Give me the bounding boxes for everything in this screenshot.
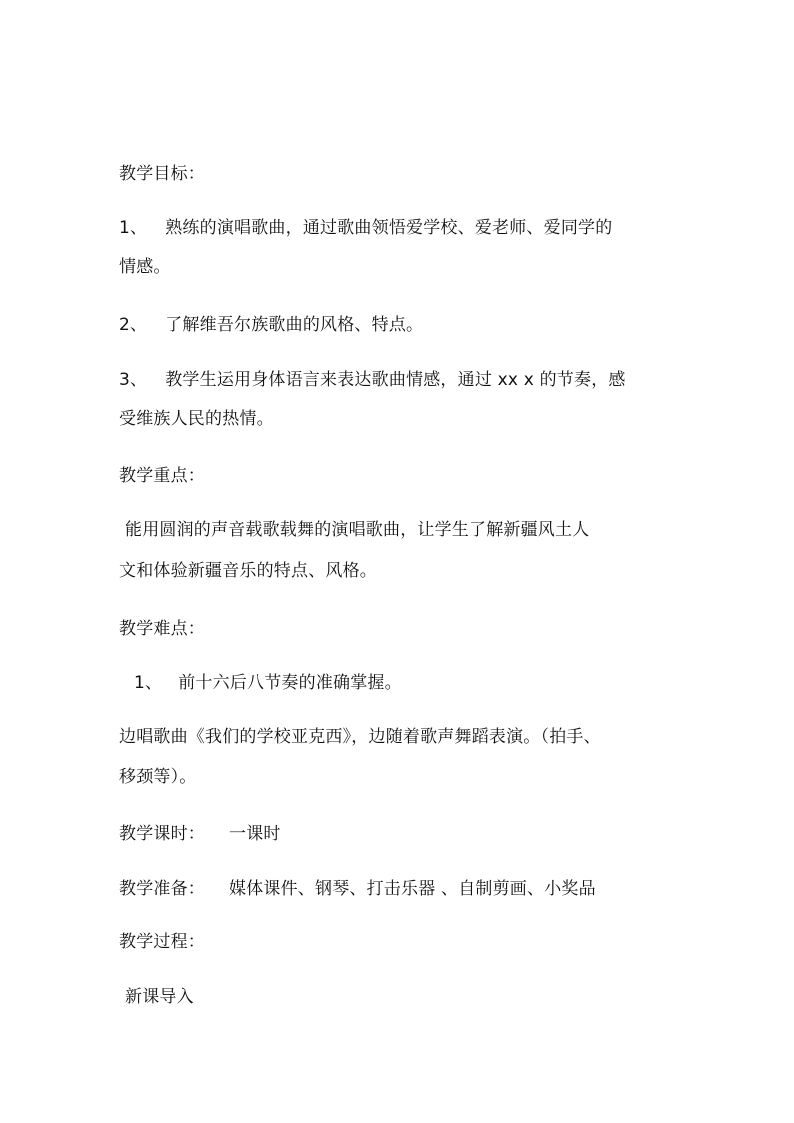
difficulty-1-number: 1、	[134, 673, 163, 693]
difficulties-heading: 教学难点：	[119, 619, 205, 639]
class-hours-label: 教学课时：	[119, 824, 205, 844]
objective-1-line1	[119, 218, 612, 238]
objective-1-line2: 情感。	[119, 257, 171, 277]
difficulty-line1: 边唱歌曲《我们的学校亚克西》，边随着歌声舞蹈表演。（拍手、	[119, 727, 601, 747]
key-points-heading: 教学重点：	[119, 466, 205, 486]
preparation	[119, 879, 596, 899]
difficulty-1-text: 前十六后八节奏的准确掌握。	[178, 673, 402, 693]
objective-3-line2: 受维族人民的热情。	[119, 409, 274, 429]
intro-heading: 新课导入	[125, 987, 194, 1007]
class-hours-value: 一课时	[229, 824, 281, 844]
preparation-label: 教学准备：	[119, 879, 205, 899]
objective-3-text: 教学生运用身体语言来表达歌曲情感，通过 xx x 的节奏，感	[165, 370, 626, 390]
objective-3-line1	[119, 370, 626, 390]
preparation-value: 媒体课件、钢琴、打击乐器 、自制剪画、小奖品	[229, 879, 596, 899]
objective-2-number: 2、	[119, 315, 148, 335]
class-hours	[119, 824, 281, 844]
process-heading: 教学过程：	[119, 932, 205, 952]
difficulty-1	[134, 673, 402, 693]
key-points-line1: 能用圆润的声音载歌载舞的演唱歌曲，让学生了解新疆风土人	[125, 520, 590, 540]
objective-1-text: 熟练的演唱歌曲，通过歌曲领悟爱学校、爱老师、爱同学的	[165, 218, 613, 238]
objective-2-text: 了解维吾尔族歌曲的风格、特点。	[165, 315, 424, 335]
objective-2	[119, 315, 423, 335]
objective-1-number: 1、	[119, 218, 148, 238]
objective-3-number: 3、	[119, 370, 148, 390]
objectives-heading: 教学目标：	[119, 164, 205, 184]
difficulty-line2: 移颈等）。	[119, 767, 197, 787]
key-points-line2: 文和体验新疆音乐的特点、风格。	[119, 561, 377, 581]
